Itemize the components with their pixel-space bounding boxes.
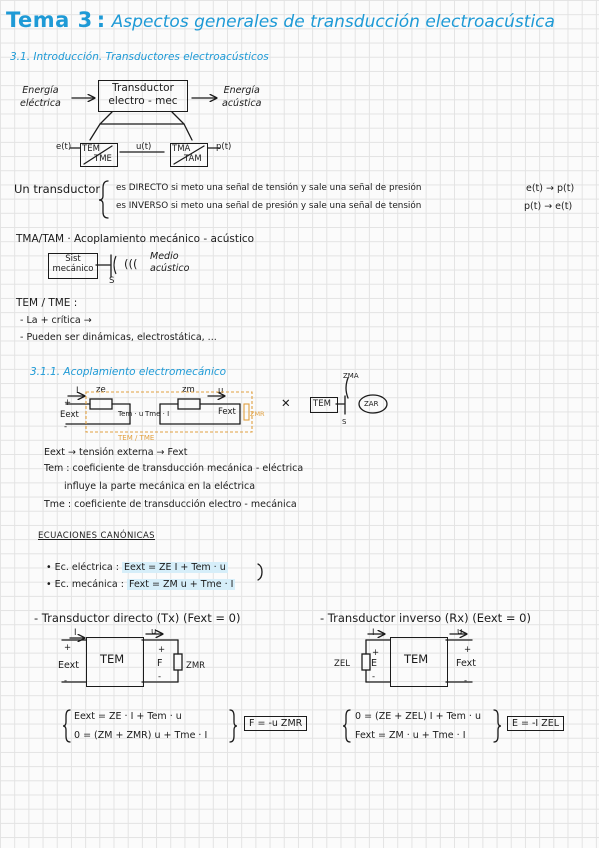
ec-electrica-label: Ec. eléctrica : <box>54 562 119 573</box>
directo-eq-1: Eext = ZE · I + Tem · u <box>74 711 182 722</box>
directo-eq-2: 0 = (ZM + ZMR) u + Tme · I <box>74 730 208 741</box>
tem-bullet: TEM / TME : <box>16 297 78 309</box>
directo-zmr-resistor <box>174 654 182 670</box>
directo-minus: - <box>64 676 68 686</box>
title-colon: : <box>96 8 106 32</box>
inverso-tem-label: TEM <box>404 652 429 666</box>
medio-acustico-label: Medio acústico <box>150 251 190 274</box>
line-to-tma <box>172 112 192 140</box>
canonicas-heading: ECUACIONES CANÓNICAS <box>38 531 155 541</box>
tem-small-label: TEM <box>313 399 331 409</box>
circuit-I: I <box>76 386 79 396</box>
directo-title: - Transductor directo (Tx) (Fext = 0) <box>34 611 241 625</box>
section-31-heading: 3.1. Introducción. Transductores electroacústicos <box>10 51 269 63</box>
circuit-zm: zm <box>182 385 195 395</box>
inverso-u: u <box>457 627 463 637</box>
directo-zmr: ZMR <box>186 661 206 671</box>
definition-brace <box>99 181 108 218</box>
sist-mecanico-label: Sist mecánico <box>52 254 94 274</box>
s-label-311: S <box>342 418 347 426</box>
inverso-fext: Fext <box>456 658 476 669</box>
circuit-tem-u: Tem · u <box>118 410 144 418</box>
inverso-minus: - <box>372 672 376 682</box>
definition-directo-map: e(t) → p(t) <box>526 183 575 194</box>
directo-u: u <box>151 627 157 637</box>
inverso-plus-2: + <box>464 645 472 655</box>
energia-electrica-label: Energía eléctrica <box>20 85 61 109</box>
circuit-fext: Fext <box>218 407 236 417</box>
zar-label: ZAR <box>364 400 379 408</box>
tem-item-1: - La + crítica → <box>20 315 92 326</box>
circuit-tme-i: Tme · I <box>145 410 170 418</box>
zar-ellipse <box>359 395 387 413</box>
def-311-line-1: Eext → tensión externa → Fext <box>44 447 188 458</box>
circuit-u: u <box>218 386 224 396</box>
directo-minus-2: - <box>158 672 162 682</box>
tem-tme-dashed-region <box>86 392 252 432</box>
circuit-minus-1: - <box>64 422 68 432</box>
def-311-line-2: Tem : coeficiente de transducción mecánica - eléctrica <box>44 463 304 474</box>
circuit-plus-1: + <box>64 398 72 408</box>
ec-electrica-equation: Eext = ZE I + Tem · u <box>124 562 226 573</box>
u-t-label: u(t) <box>136 142 152 152</box>
tma-tam-label: TMA TAM <box>172 144 202 164</box>
directo-tem-label: TEM <box>100 652 125 666</box>
def-311-line-3: influye la parte mecánica en la eléctrica <box>64 481 256 492</box>
definition-lead: Un transductor <box>14 182 101 196</box>
s-label-tma: S <box>109 276 115 286</box>
zma-label: ZMA <box>343 372 359 380</box>
directo-plus-2: + <box>158 645 166 655</box>
title-prefix: Tema 3 <box>6 8 93 32</box>
def-311-line-4: Tme : coeficiente de transducción electro - mecánica <box>44 499 297 510</box>
inverso-E: E <box>371 658 378 669</box>
inverso-title: - Transductor inverso (Rx) (Eext = 0) <box>320 611 531 625</box>
inverso-minus-2: - <box>464 676 468 686</box>
ec-mecanica-equation: Fext = ZM u + Tme · I <box>129 579 234 590</box>
section-311-heading: 3.1.1. Acoplamiento electromecánico <box>30 366 227 378</box>
p-t-label: p(t) <box>216 142 232 152</box>
inverso-plus: + <box>372 648 380 658</box>
tem-tme-label: TEM TME <box>82 144 112 164</box>
tma-bullet: TMA/TAM · Acoplamiento mecánico - acústico <box>16 233 255 245</box>
circuit-zmr: ZMR <box>250 410 265 418</box>
energia-acustica-label: Energía acústica <box>222 85 262 109</box>
transductor-label: Transductor electro - mec <box>108 82 178 107</box>
directo-plus: + <box>64 643 72 653</box>
directo-F: F <box>157 658 163 669</box>
definition-directo: es DIRECTO si meto una señal de tensión y sale una señal de presión <box>116 183 422 193</box>
ec-mecanica-label: Ec. mecánica : <box>54 579 124 590</box>
directo-result: F = -u ZMR <box>244 716 307 731</box>
line-to-tem <box>90 112 112 140</box>
circuit-ze: ze <box>96 385 106 395</box>
inverso-zel-resistor <box>362 654 370 670</box>
definition-inverso: es INVERSO si meto una señal de presión y sale una señal de tensión <box>116 201 422 211</box>
circuit-eext: Eext <box>60 410 79 420</box>
tem-item-2: - Pueden ser dinámicas, electrostática, ... <box>20 332 217 343</box>
title-rest: Aspectos generales de transducción electroacústica <box>111 12 555 32</box>
circuit-tem-tme-label: TEM / TME <box>118 434 155 442</box>
canonicas-electrica: • Ec. eléctrica : Eext = ZE I + Tem · u <box>46 562 226 573</box>
waves-icon: ((( <box>124 257 138 271</box>
cross-icon: ✕ <box>281 396 291 410</box>
e-t-label: e(t) <box>56 142 72 152</box>
inverso-eq-1: 0 = (ZE + ZEL) I + Tem · u <box>355 711 481 722</box>
inverso-zel: ZEL <box>334 659 350 669</box>
inverso-result: E = -I ZEL <box>507 716 564 731</box>
inverso-eq-2: Fext = ZM · u + Tme · I <box>355 730 466 741</box>
canonicas-mecanica: • Ec. mecánica : Fext = ZM u + Tme · I <box>46 579 234 590</box>
inverso-I: I <box>372 628 375 638</box>
directo-eext: Eext <box>58 660 80 671</box>
directo-I: I <box>74 628 77 638</box>
definition-inverso-map: p(t) → e(t) <box>524 201 573 212</box>
